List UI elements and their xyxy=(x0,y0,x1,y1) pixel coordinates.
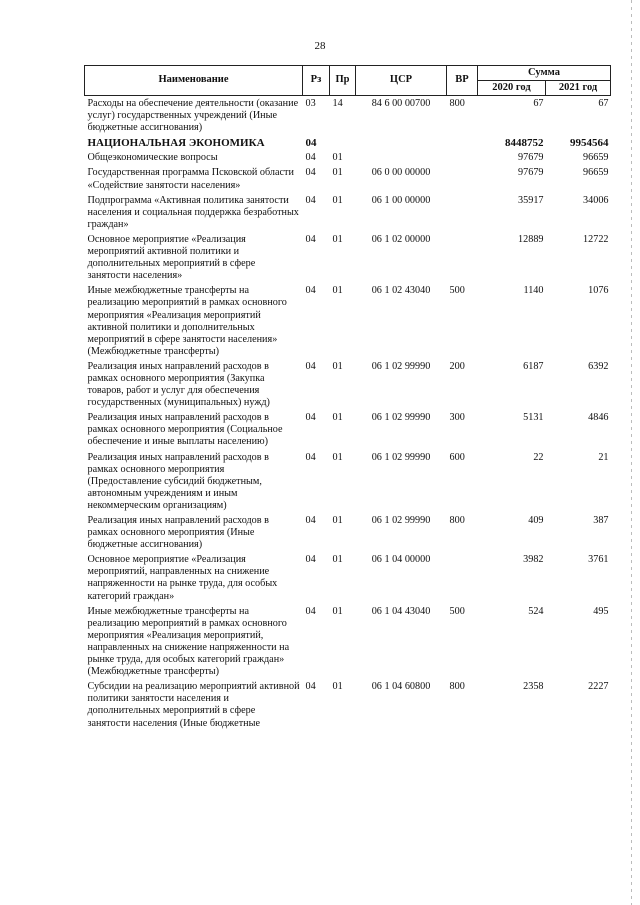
row-sum-2020: 524 xyxy=(528,605,544,617)
row-sum-2021: 6392 xyxy=(588,360,609,372)
row-vr xyxy=(447,152,478,167)
row-csr: 06 1 00 00000 xyxy=(371,194,431,206)
table-row xyxy=(85,554,611,605)
row-vr: 800 xyxy=(449,98,465,109)
header-rz: Рз xyxy=(303,66,330,96)
row-name: Основное мероприятие «Реализация мероприятий, направленных на снижение напряженности на рынке труда, для особых категорий граждан» xyxy=(87,554,278,602)
row-csr: 06 1 02 99990 xyxy=(371,451,431,463)
row-rz: 04 xyxy=(305,515,316,526)
row-vr: 800 xyxy=(449,681,465,693)
row-sum-2021: 12722 xyxy=(583,233,609,245)
row-vr: 300 xyxy=(449,412,465,424)
row-rz: 04 xyxy=(305,554,316,566)
row-vr xyxy=(447,167,478,194)
row-sum-2021: 387 xyxy=(593,515,609,526)
row-sum-2020: 35917 xyxy=(518,194,544,206)
table-row xyxy=(85,515,611,554)
row-sum-2020: 409 xyxy=(528,515,544,526)
header-pr: Пр xyxy=(330,66,356,96)
row-sum-2020: 67 xyxy=(533,98,544,109)
table-row xyxy=(85,96,611,138)
row-csr: 06 1 04 60800 xyxy=(371,681,431,693)
row-sum-2021: 34006 xyxy=(583,194,609,206)
table-row xyxy=(85,285,611,361)
header-csr: ЦСР xyxy=(356,66,447,96)
row-pr: 01 xyxy=(332,451,343,463)
table-header xyxy=(85,66,611,96)
row-pr: 01 xyxy=(332,152,343,164)
row-rz: 04 xyxy=(305,137,317,150)
row-sum-2021: 96659 xyxy=(583,152,609,164)
row-csr xyxy=(356,152,447,167)
table-row xyxy=(85,152,611,167)
row-rz: 04 xyxy=(305,681,316,693)
row-sum-2020: 6187 xyxy=(523,360,544,372)
row-rz: 04 xyxy=(305,360,316,372)
row-name: Реализация иных направлений расходов в рамках основного мероприятия (Иные бюджетные ассигнования) xyxy=(87,515,269,551)
row-rz: 04 xyxy=(305,451,316,463)
row-name: Иные межбюджетные трансферты на реализацию мероприятий в рамках основного мероприятия «Реализация мероприятий, направленных на снижение напряженности на рынке труда, для особых категорий граждан» (Межбюджетные трансферты) xyxy=(87,605,290,678)
row-sum-2020: 5131 xyxy=(523,412,544,424)
row-name: Подпрограмма «Активная политика занятости населения и социальная поддержка безработных граждан» xyxy=(87,194,299,230)
row-sum-2021: 3761 xyxy=(588,554,609,566)
row-csr: 06 0 00 00000 xyxy=(371,167,431,179)
row-vr xyxy=(447,554,478,605)
row-sum-2020: 2358 xyxy=(523,681,544,693)
row-csr: 06 1 02 99990 xyxy=(371,360,431,372)
table-row xyxy=(85,234,611,285)
header-vr: ВР xyxy=(447,66,478,96)
row-rz: 04 xyxy=(305,605,316,617)
row-name: Реализация иных направлений расходов в рамках основного мероприятия (Социальное обеспечение и иные выплаты населению) xyxy=(87,412,283,448)
row-rz: 04 xyxy=(305,285,316,297)
row-csr: 06 1 02 00000 xyxy=(371,233,431,245)
budget-table xyxy=(84,65,611,733)
row-name: НАЦИОНАЛЬНАЯ ЭКОНОМИКА xyxy=(87,137,265,150)
row-csr: 06 1 02 43040 xyxy=(371,285,431,297)
row-vr: 600 xyxy=(449,451,465,463)
page-edge xyxy=(631,0,632,905)
table-row xyxy=(85,412,611,451)
row-pr: 01 xyxy=(332,605,343,617)
header-sum: Сумма xyxy=(478,66,611,81)
table-row xyxy=(85,167,611,194)
row-pr: 14 xyxy=(332,98,343,109)
row-pr: 01 xyxy=(332,515,343,526)
row-rz: 04 xyxy=(305,167,316,179)
row-pr xyxy=(330,137,356,152)
row-sum-2020: 3982 xyxy=(523,554,544,566)
row-sum-2021: 4846 xyxy=(588,412,609,424)
header-year-2021: 2021 год xyxy=(546,81,611,96)
header-name: Наименование xyxy=(85,66,303,96)
page-number: 28 xyxy=(314,40,326,52)
row-pr: 01 xyxy=(332,681,343,693)
row-name: Государственная программа Псковской области «Содействие занятости населения» xyxy=(87,167,294,191)
table-row xyxy=(85,452,611,515)
row-sum-2021: 96659 xyxy=(583,167,609,179)
row-name: Общеэкономические вопросы xyxy=(87,152,218,164)
row-sum-2020: 97679 xyxy=(518,152,544,164)
row-sum-2021: 2227 xyxy=(588,681,609,693)
row-sum-2020: 1140 xyxy=(523,285,544,297)
row-csr: 06 1 02 99990 xyxy=(371,515,431,526)
row-name: Основное мероприятие «Реализация мероприятий активной политики и дополнительных мероприятий в сфере занятости населения» xyxy=(87,233,256,282)
row-vr: 800 xyxy=(449,515,465,526)
row-pr: 01 xyxy=(332,167,343,179)
row-sum-2021: 9954564 xyxy=(570,137,609,150)
header-year-2020: 2020 год xyxy=(478,81,546,96)
row-rz: 04 xyxy=(305,194,316,206)
row-sum-2021: 67 xyxy=(598,98,609,109)
row-vr xyxy=(447,137,478,152)
row-pr: 01 xyxy=(332,412,343,424)
row-sum-2020: 22 xyxy=(533,451,544,463)
row-rz: 03 xyxy=(305,98,316,109)
row-csr: 06 1 04 00000 xyxy=(371,554,431,566)
row-name: Реализация иных направлений расходов в рамках основного мероприятия (Предоставление субсидий бюджетным, автономным учреждениям и иным некоммерческим организациям) xyxy=(87,451,269,511)
row-sum-2021: 21 xyxy=(598,451,609,463)
row-csr xyxy=(356,137,447,152)
row-pr: 01 xyxy=(332,233,343,245)
row-name: Расходы на обеспечение деятельности (оказание услуг) государственных учреждений (Иные бюджетные ассигнования) xyxy=(87,98,299,134)
row-rz: 04 xyxy=(305,152,316,164)
row-sum-2021: 1076 xyxy=(588,285,609,297)
row-csr: 06 1 02 99990 xyxy=(371,412,431,424)
row-pr: 01 xyxy=(332,285,343,297)
row-name: Субсидии на реализацию мероприятий активной политики занятости населения и дополнительных мероприятий в сфере занятости населения (Иные бюджетные xyxy=(87,681,300,729)
row-rz: 04 xyxy=(305,233,316,245)
table-row xyxy=(85,137,611,152)
row-vr: 500 xyxy=(449,605,465,617)
row-vr xyxy=(447,195,478,234)
row-vr: 500 xyxy=(449,285,465,297)
row-pr: 01 xyxy=(332,194,343,206)
table-row xyxy=(85,606,611,682)
table-body xyxy=(85,96,611,733)
table-row xyxy=(85,195,611,234)
row-pr: 01 xyxy=(332,360,343,372)
row-sum-2020: 12889 xyxy=(518,233,544,245)
row-name: Иные межбюджетные трансферты на реализацию мероприятий в рамках основного мероприятия «Реализация мероприятий активной политики и дополнительных мероприятий в сфере занятости населения» (Межбюджетные трансферты) xyxy=(87,285,287,357)
table-row xyxy=(85,681,611,732)
row-csr: 84 6 00 00700 xyxy=(371,98,431,109)
table-row xyxy=(85,361,611,412)
row-name: Реализация иных направлений расходов в рамках основного мероприятия (Закупка товаров, работ и услуг для обеспечения государственных (муниципальных) нужд) xyxy=(87,360,270,409)
row-pr: 01 xyxy=(332,554,343,566)
row-sum-2020: 97679 xyxy=(518,167,544,179)
row-sum-2021: 495 xyxy=(593,605,609,617)
row-rz: 04 xyxy=(305,412,316,424)
row-vr xyxy=(447,234,478,285)
row-vr: 200 xyxy=(449,360,465,372)
row-sum-2020: 8448752 xyxy=(505,137,544,150)
row-csr: 06 1 04 43040 xyxy=(371,605,431,617)
